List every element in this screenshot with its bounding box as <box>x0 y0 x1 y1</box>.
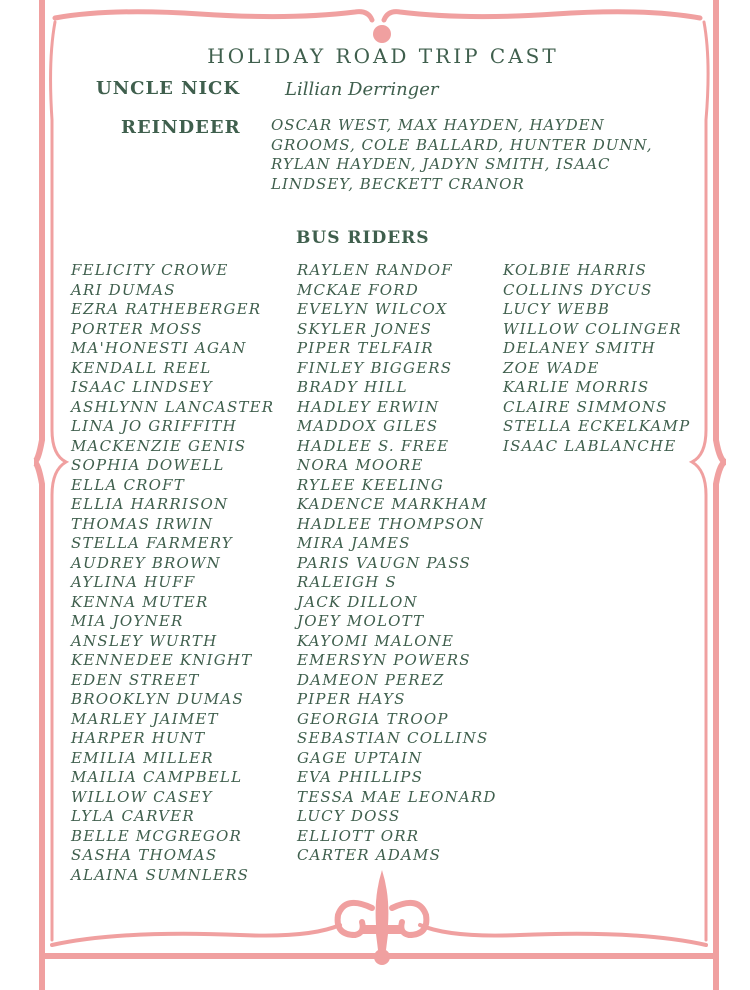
list-item: SKYLER JONES <box>297 319 433 338</box>
list-item: GEORGIA TROOP <box>297 709 449 728</box>
list-item: MADDOX GILES <box>297 417 439 435</box>
bottom-scroll-right <box>420 925 706 945</box>
list-item: KENDALL REEL <box>71 358 212 377</box>
border-inner-left <box>51 22 66 940</box>
list-item: ALAINA SUMNLERS <box>71 865 250 884</box>
list-item: EMILIA MILLER <box>71 748 214 767</box>
list-item: DELANEY SMITH <box>503 339 656 357</box>
list-item: MA'HONESTI AGAN <box>71 339 247 357</box>
list-item: SASHA THOMAS <box>71 846 218 864</box>
list-item: PORTER MOSS <box>71 319 203 338</box>
list-item: CLAIRE SIMMONS <box>503 397 668 416</box>
list-item: BROOKLYN DUMAS <box>71 690 244 708</box>
list-item: KARLIE MORRIS <box>503 378 650 396</box>
list-item: KAYOMI MALONE <box>297 631 455 650</box>
list-item: AYLINA HUFF <box>71 573 196 591</box>
border-inner-right <box>692 22 708 940</box>
fleur-band <box>362 925 402 934</box>
list-item: MIRA JAMES <box>297 534 411 552</box>
list-item: TESSA MAE LEONARD <box>297 787 497 806</box>
role-uncle-nick: UNCLE NICK <box>96 78 240 99</box>
list-item: KADENCE MARKHAM <box>297 495 488 513</box>
list-item: RAYLEN RANDOF <box>297 261 453 279</box>
list-item: DAMEON PEREZ <box>297 670 445 689</box>
bottom-scroll-left <box>52 925 340 945</box>
list-item: ASHLYNN LANCASTER <box>71 397 275 416</box>
bus-riders-column-2 <box>297 261 497 866</box>
reindeer-names: OSCAR WEST, MAX HAYDEN, HAYDEN GROOMS, COLE BALLARD, HUNTER DUNN, RYLAN HAYDEN, JADYN SMITH, ISAAC LINDSEY, BECKETT CRANOR <box>271 116 653 193</box>
list-item: MCKAE FORD <box>297 280 420 299</box>
role-reindeer: REINDEER <box>121 117 241 138</box>
list-item: FINLEY BIGGERS <box>297 358 453 377</box>
top-scroll-left <box>55 12 372 20</box>
list-item: HADLEY ERWIN <box>297 397 440 416</box>
list-item: MAILIA CAMPBELL <box>71 768 243 786</box>
list-item: BRADY HILL <box>297 378 408 396</box>
list-item: KENNEDEE KNIGHT <box>71 651 253 669</box>
list-item: WILLOW CASEY <box>71 787 213 806</box>
list-item: EMERSYN POWERS <box>297 651 471 669</box>
list-item: PARIS VAUGN PASS <box>297 553 472 572</box>
list-item: HARPER HUNT <box>71 729 206 747</box>
bus-riders-column-1 <box>71 261 274 885</box>
page-title: HOLIDAY ROAD TRIP CAST <box>207 44 559 68</box>
list-item: MACKENZIE GENIS <box>71 436 247 455</box>
list-item: LUCY WEBB <box>503 300 611 318</box>
list-item: FELICITY CROWE <box>71 261 229 279</box>
border-outer-left <box>34 0 42 990</box>
list-item: PIPER TELFAIR <box>297 339 434 357</box>
list-item: NORA MOORE <box>297 456 424 474</box>
list-item: JACK DILLON <box>297 592 418 611</box>
list-item: HADLEE S. FREE <box>297 436 450 455</box>
list-item: LYLA CARVER <box>71 807 195 825</box>
list-item: LUCY DOSS <box>297 807 401 825</box>
list-item: STELLA ECKELKAMP <box>503 417 691 435</box>
list-item: ISAAC LABLANCHE <box>503 436 677 455</box>
list-item: ELLIA HARRISON <box>71 495 229 513</box>
list-item: SOPHIA DOWELL <box>71 456 225 474</box>
list-item: KOLBIE HARRIS <box>503 261 648 279</box>
list-item: EVA PHILLIPS <box>297 768 424 786</box>
bus-riders-column-3 <box>503 261 690 456</box>
list-item: THOMAS IRWIN <box>71 514 214 533</box>
list-item: GAGE UPTAIN <box>297 748 423 767</box>
list-item: ELLA CROFT <box>71 475 185 494</box>
list-item: ARI DUMAS <box>71 280 176 299</box>
list-item: STELLA FARMERY <box>71 534 233 552</box>
bottom-ornament-dot <box>374 949 390 965</box>
list-item: LINA JO GRIFFITH <box>71 417 237 435</box>
list-item: EZRA RATHEBERGER <box>71 300 262 318</box>
border-outer-right <box>716 0 726 990</box>
list-item: BELLE MCGREGOR <box>71 826 243 845</box>
list-item: RALEIGH S <box>297 573 397 591</box>
list-item: ISAAC LINDSEY <box>71 378 213 396</box>
uncle-nick-actor: Lillian Derringer <box>285 79 439 100</box>
list-item: MIA JOYNER <box>71 612 184 630</box>
list-item: MARLEY JAIMET <box>71 709 219 728</box>
list-item: ELLIOTT ORR <box>297 826 420 845</box>
bus-riders-heading: BUS RIDERS <box>296 228 430 248</box>
list-item: CARTER ADAMS <box>297 846 442 864</box>
list-item: EDEN STREET <box>71 670 200 689</box>
list-item: RYLEE KEELING <box>297 475 445 494</box>
list-item: EVELYN WILCOX <box>297 300 448 318</box>
list-item: PIPER HAYS <box>297 690 406 708</box>
fleur-foot <box>376 934 388 950</box>
top-scroll-right <box>384 12 700 20</box>
list-item: WILLOW COLINGER <box>503 319 682 338</box>
list-item: JOEY MOLOTT <box>297 612 425 630</box>
list-item: ZOE WADE <box>503 358 600 377</box>
fleur-center-petal <box>376 870 389 925</box>
list-item: ANSLEY WURTH <box>71 631 218 650</box>
list-item: COLLINS DYCUS <box>503 280 653 299</box>
list-item: KENNA MUTER <box>71 592 209 611</box>
top-ornament-dot <box>373 25 391 43</box>
list-item: AUDREY BROWN <box>71 553 221 572</box>
list-item: HADLEE THOMPSON <box>297 514 485 533</box>
list-item: SEBASTIAN COLLINS <box>297 729 489 747</box>
